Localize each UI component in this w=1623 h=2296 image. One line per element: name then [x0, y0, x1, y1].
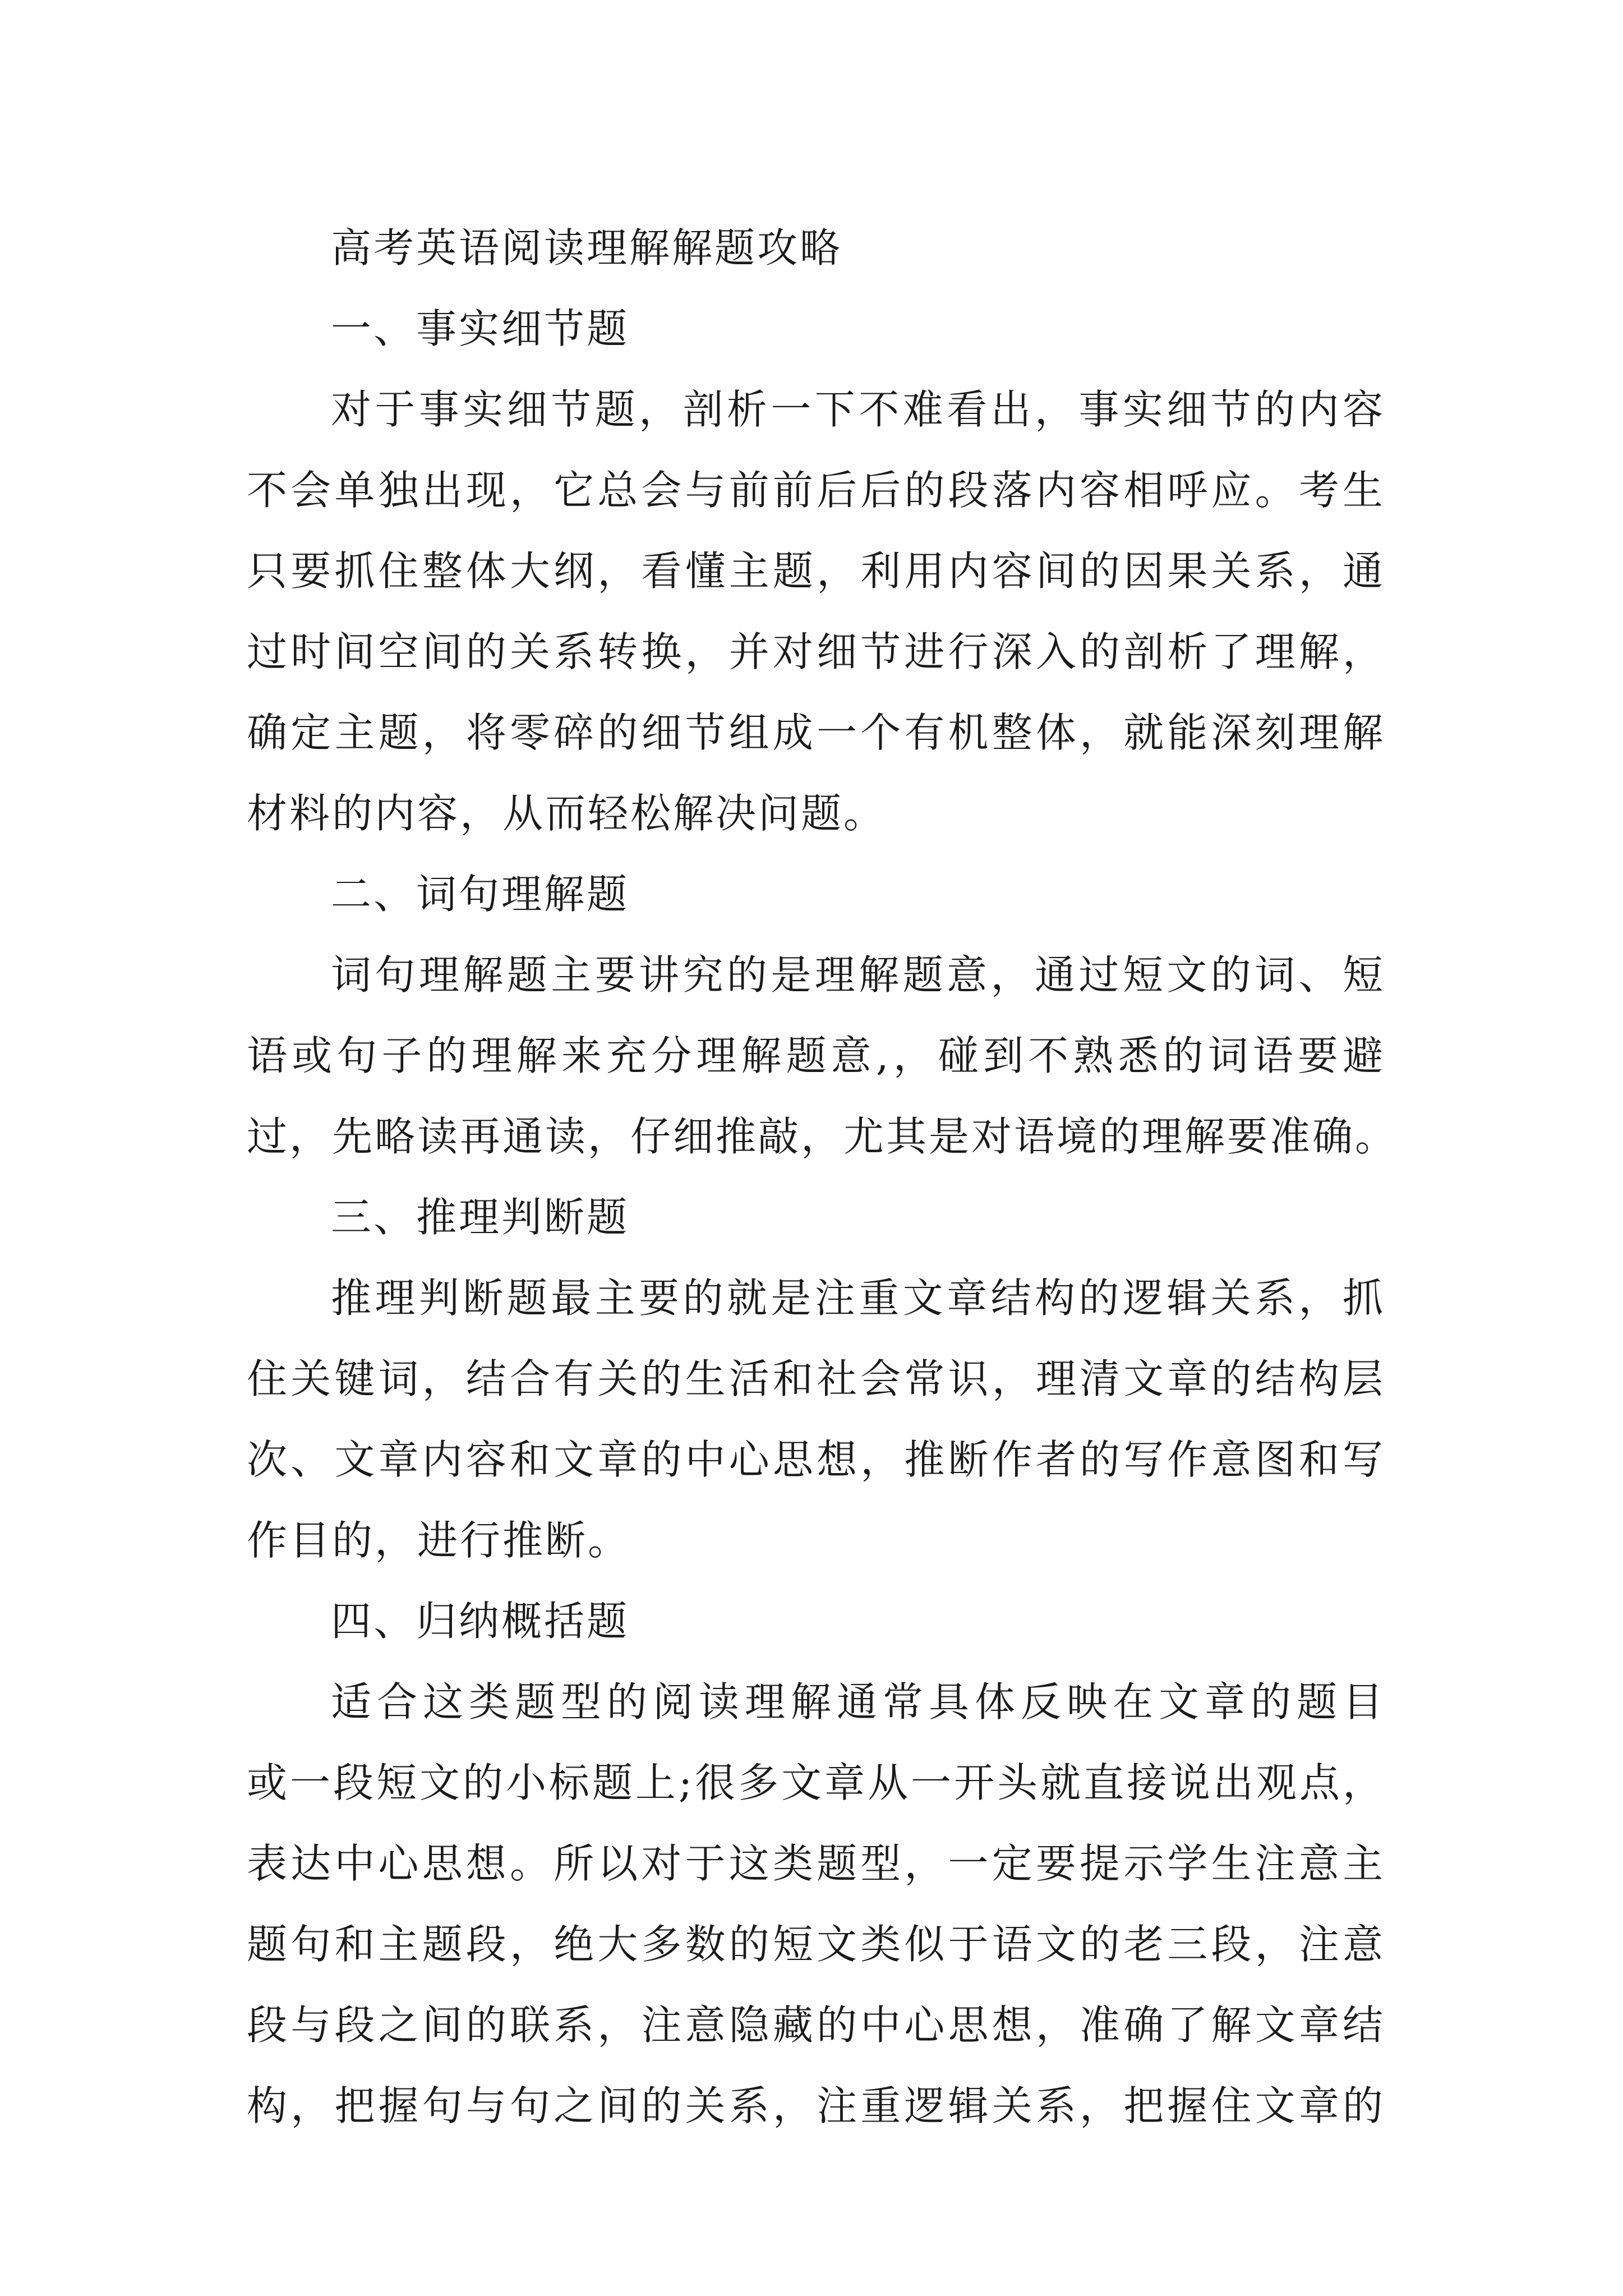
paragraph-line: 或一段短文的小标题上;很多文章从一开头就直接说出观点， — [247, 1759, 1385, 1806]
paragraph-line: 构，把握句与句之间的关系，注重逻辑关系，把握住文章的 — [247, 2082, 1385, 2129]
paragraph-line: 词句理解题主要讲究的是理解题意，通过短文的词、短 — [331, 951, 1385, 999]
paragraph-line: 不会单独出现，它总会与前前后后的段落内容相呼应。考生 — [247, 467, 1385, 514]
paragraph-line: 只要抓住整体大纲，看懂主题，利用内容间的因果关系，通 — [247, 547, 1385, 595]
document-title: 高考英语阅读理解解题攻略 — [331, 224, 843, 272]
section-heading: 二、词句理解题 — [331, 871, 630, 918]
paragraph-line: 推理判断题最主要的就是注重文章结构的逻辑关系，抓 — [331, 1274, 1385, 1322]
section-heading: 三、推理判断题 — [331, 1194, 630, 1241]
paragraph-line: 题句和主题段，绝大多数的短文类似于语文的老三段，注意 — [247, 1921, 1385, 1968]
paragraph-line: 住关键词，结合有关的生活和社会常识，理清文章的结构层 — [247, 1355, 1385, 1402]
paragraph-line: 语或句子的理解来充分理解题意,，碰到不熟悉的词语要避 — [247, 1032, 1385, 1079]
section-heading: 一、事实细节题 — [331, 305, 630, 352]
paragraph-line: 段与段之间的联系，注意隐藏的中心思想，准确了解文章结 — [247, 2001, 1385, 2049]
paragraph-line: 过，先略读再通读，仔细推敲，尤其是对语境的理解要准确。 — [247, 1113, 1398, 1160]
paragraph-line: 对于事实细节题，剖析一下不难看出，事实细节的内容 — [331, 386, 1385, 433]
paragraph-line: 作目的，进行推断。 — [247, 1517, 631, 1564]
paragraph-line: 确定主题，将零碎的细节组成一个有机整体，就能深刻理解 — [247, 709, 1385, 756]
document-body — [247, 208, 1398, 2146]
section-heading: 四、归纳概括题 — [331, 1598, 630, 1645]
paragraph-line: 次、文章内容和文章的中心思想，推断作者的写作意图和写 — [247, 1436, 1385, 1483]
paragraph-line: 过时间空间的关系转换，并对细节进行深入的剖析了理解， — [247, 628, 1385, 675]
paragraph-line: 表达中心思想。所以对于这类题型，一定要提示学生注意主 — [247, 1840, 1385, 1887]
paragraph-line: 材料的内容，从而轻松解决问题。 — [247, 790, 887, 837]
paragraph-line: 适合这类题型的阅读理解通常具体反映在文章的题目 — [331, 1678, 1385, 1726]
